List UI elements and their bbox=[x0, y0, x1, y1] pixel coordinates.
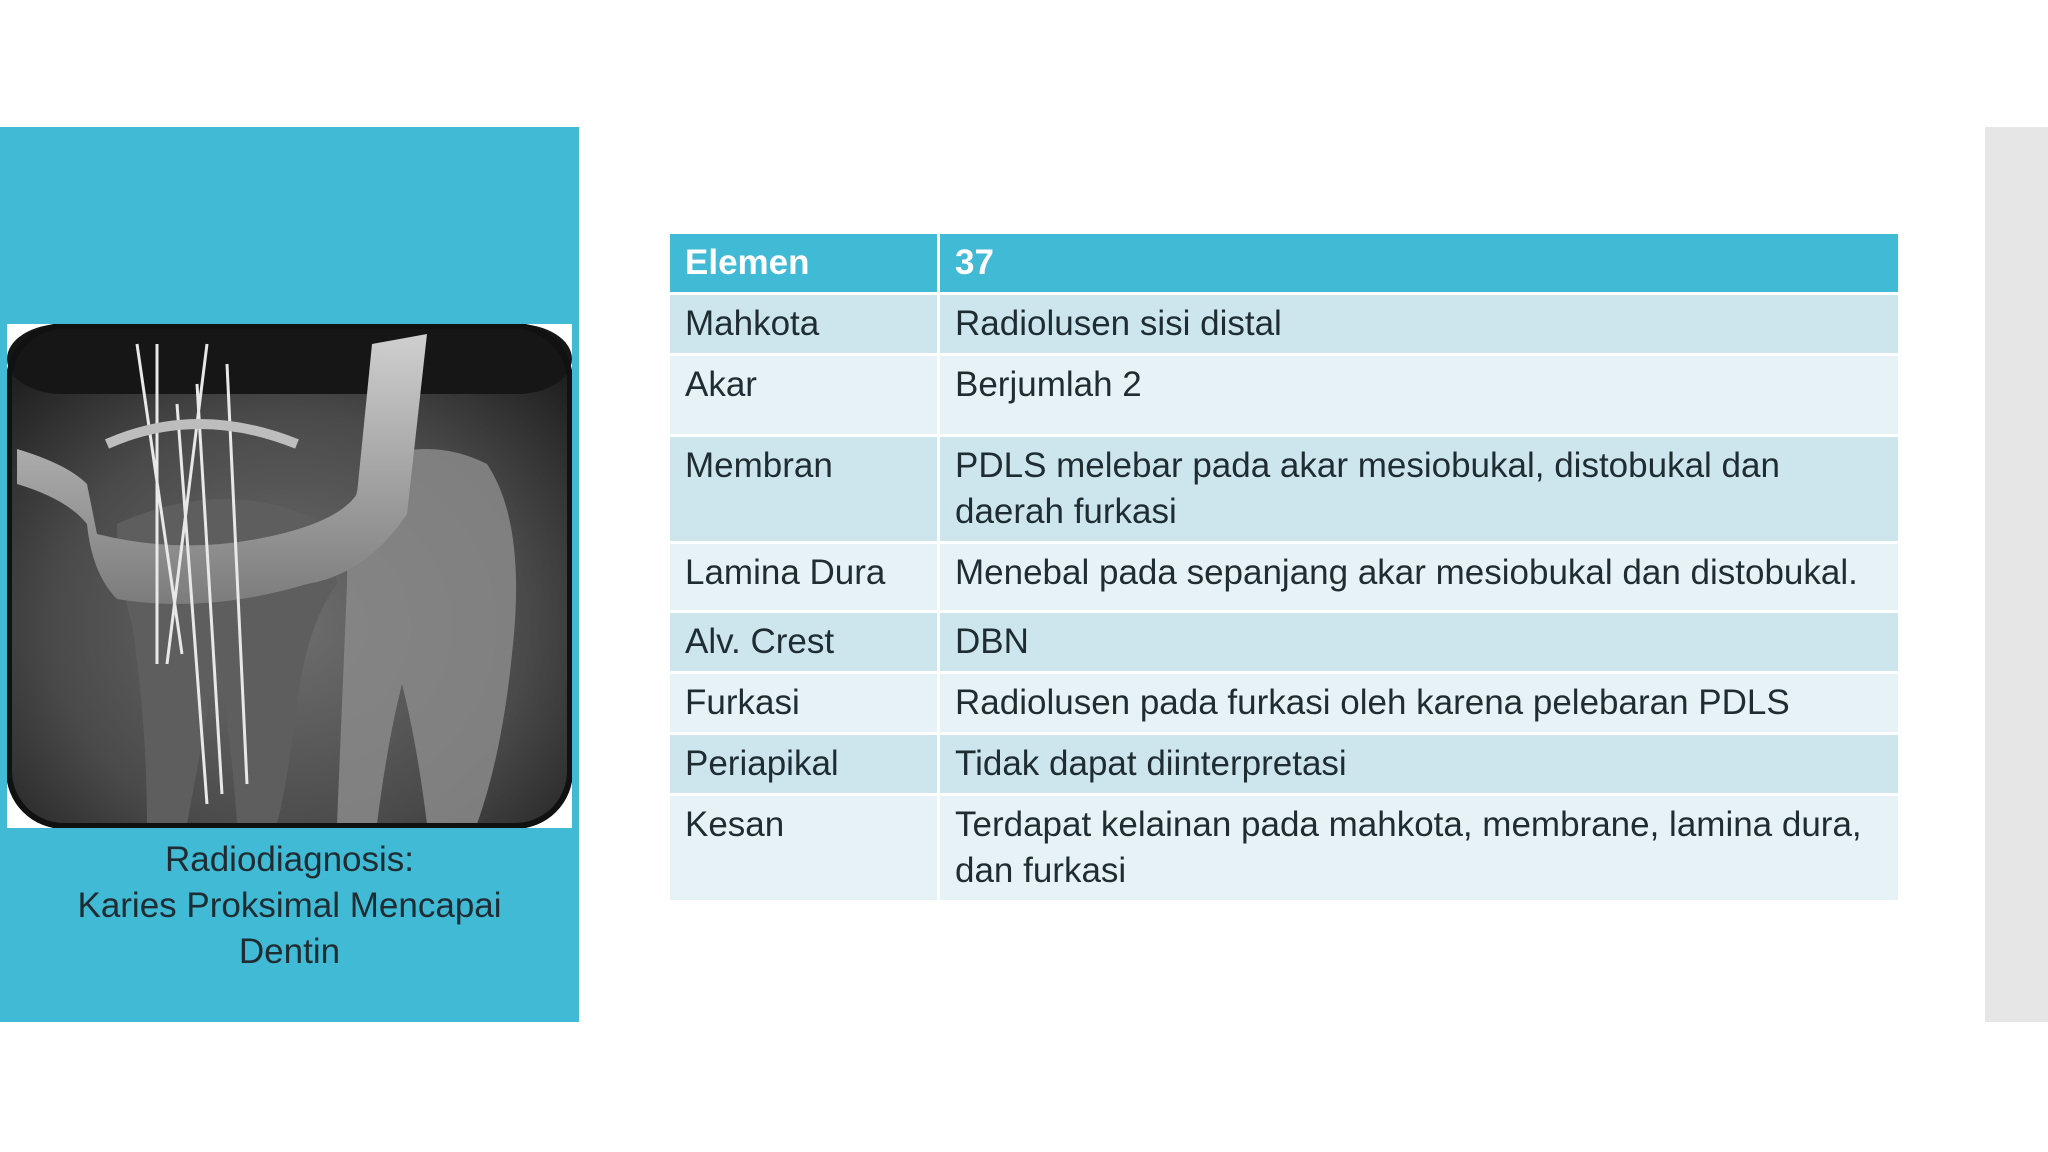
table-row bbox=[670, 437, 1898, 544]
row-value: PDLS melebar pada akar mesiobukal, distobukal dan daerah furkasi bbox=[940, 437, 1898, 544]
row-label: Periapikal bbox=[670, 735, 940, 796]
table-row bbox=[670, 674, 1898, 735]
left-panel bbox=[0, 127, 579, 1022]
header-cell-value: 37 bbox=[940, 234, 1898, 295]
row-value: Radiolusen sisi distal bbox=[940, 295, 1898, 356]
row-value: Tidak dapat diinterpretasi bbox=[940, 735, 1898, 796]
table-row bbox=[670, 735, 1898, 796]
row-value: Terdapat kelainan pada mahkota, membrane, lamina dura, dan furkasi bbox=[940, 796, 1898, 903]
radiodiagnosis-caption bbox=[0, 837, 579, 975]
row-label: Furkasi bbox=[670, 674, 940, 735]
row-value: Menebal pada sepanjang akar mesiobukal dan distobukal. bbox=[940, 544, 1898, 613]
table-header-row bbox=[670, 234, 1898, 295]
slide-edge-strip bbox=[1985, 127, 2048, 1022]
row-value: Radiolusen pada furkasi oleh karena pelebaran PDLS bbox=[940, 674, 1898, 735]
dental-radiograph-image bbox=[7, 324, 572, 828]
table-row bbox=[670, 796, 1898, 903]
caption-line-2: Karies Proksimal Mencapai bbox=[77, 886, 502, 925]
row-label: Kesan bbox=[670, 796, 940, 903]
row-label: Membran bbox=[670, 437, 940, 544]
header-cell-label: Elemen bbox=[670, 234, 940, 295]
table-row bbox=[670, 295, 1898, 356]
row-value: DBN bbox=[940, 613, 1898, 674]
row-label: Lamina Dura bbox=[670, 544, 940, 613]
table-row bbox=[670, 356, 1898, 437]
caption-line-3: Dentin bbox=[238, 932, 341, 971]
table-row bbox=[670, 544, 1898, 613]
caption-line-1: Radiodiagnosis: bbox=[164, 840, 415, 879]
interpretation-table bbox=[670, 234, 1898, 903]
row-label: Akar bbox=[670, 356, 940, 437]
table-row bbox=[670, 613, 1898, 674]
row-label: Alv. Crest bbox=[670, 613, 940, 674]
row-label: Mahkota bbox=[670, 295, 940, 356]
row-value: Berjumlah 2 bbox=[940, 356, 1898, 437]
radiograph-illustration bbox=[7, 324, 572, 828]
